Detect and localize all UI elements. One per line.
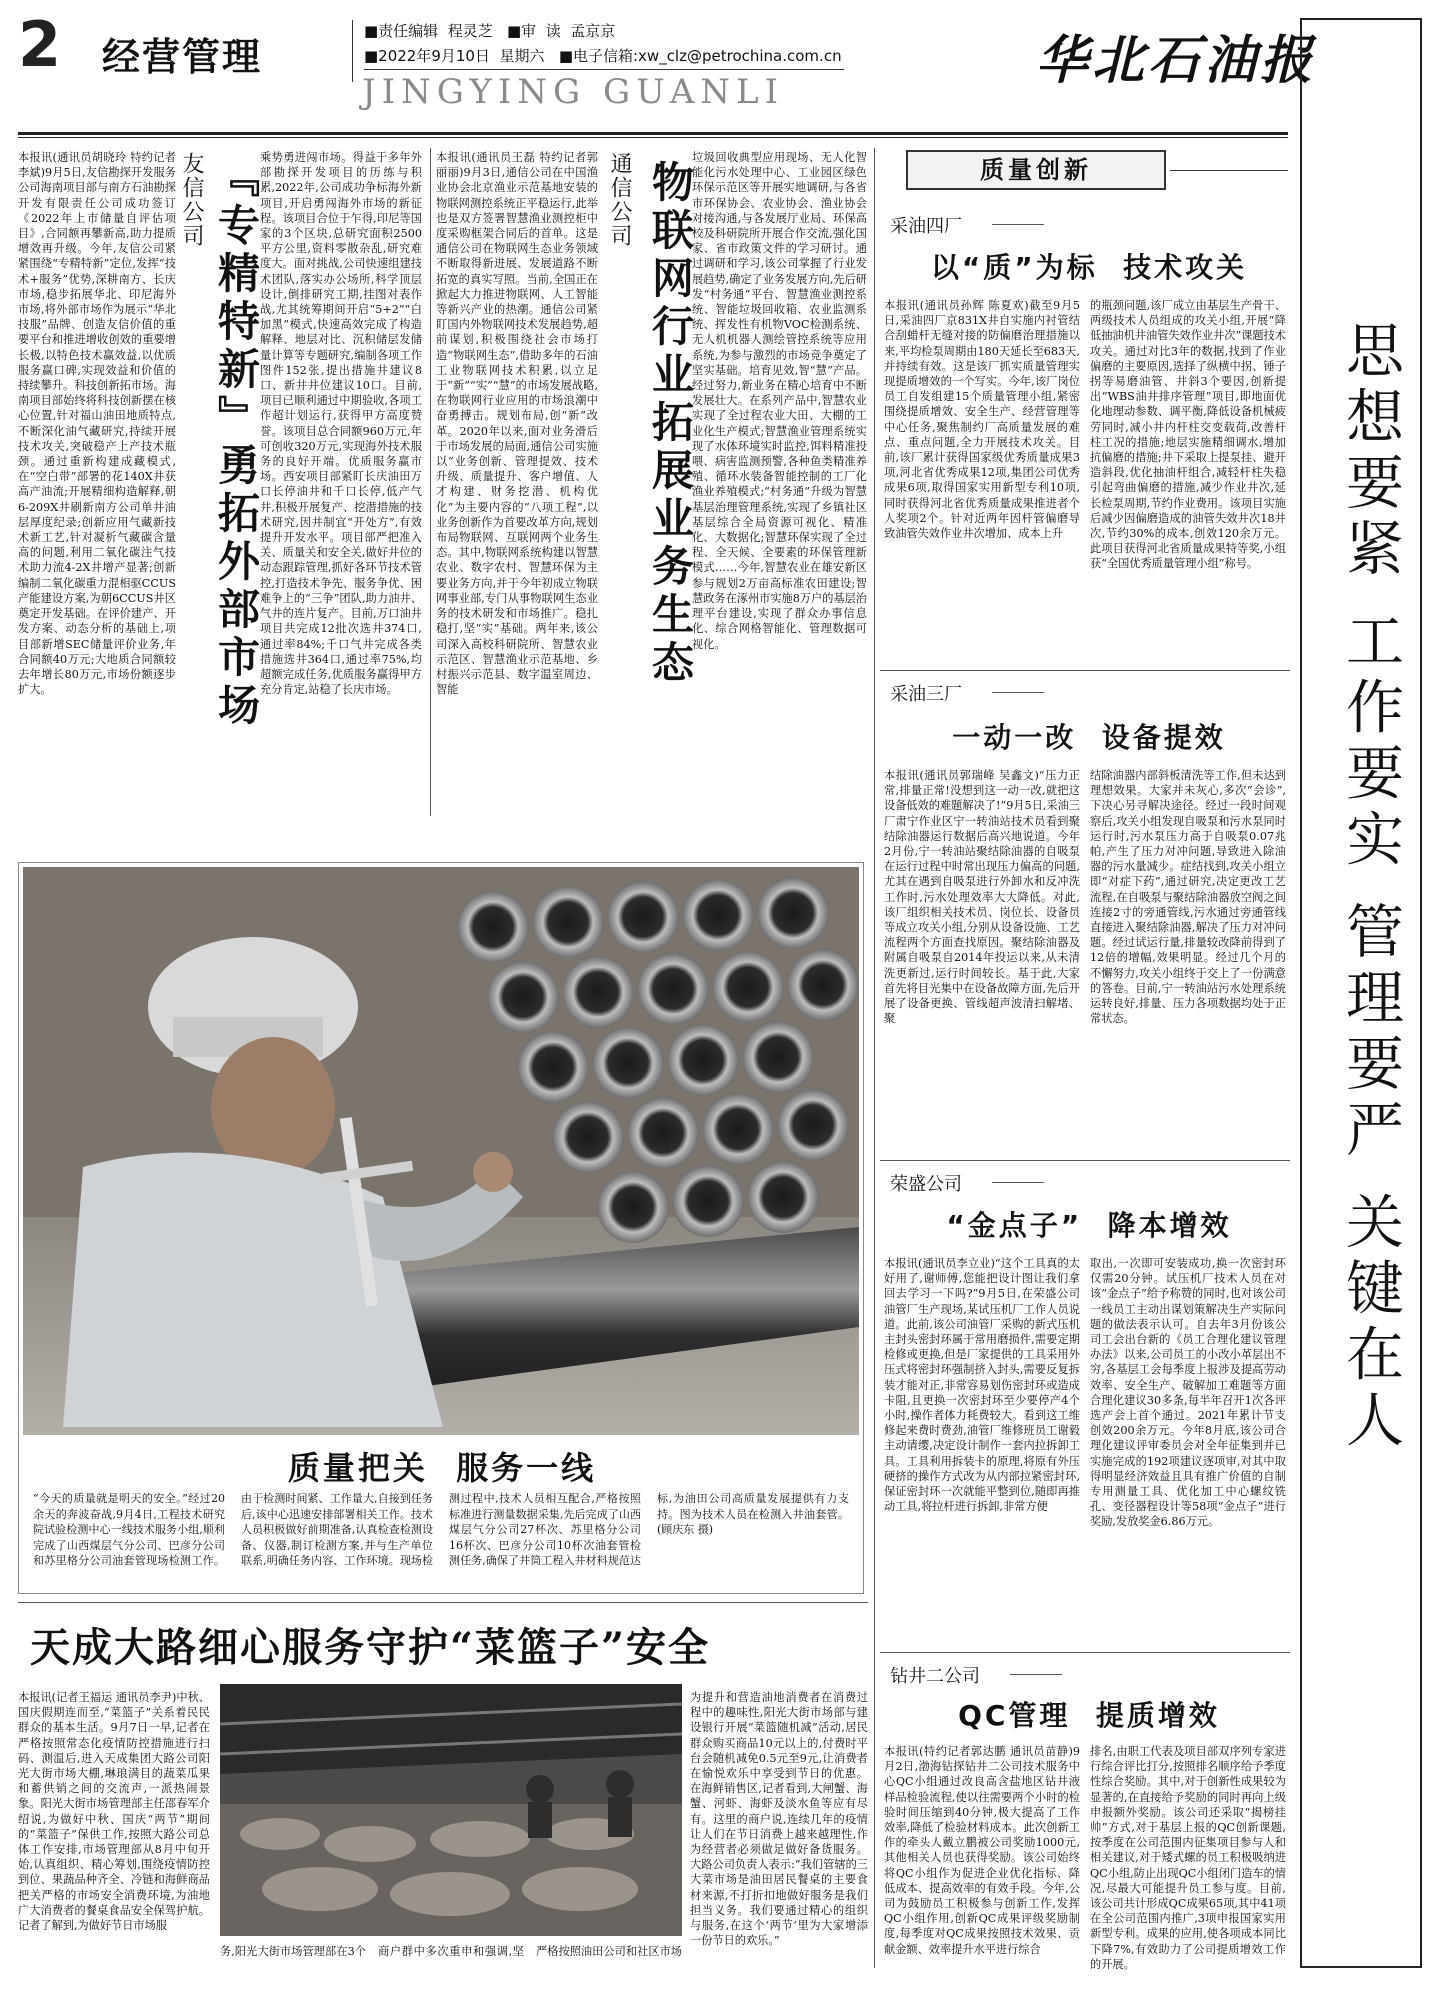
article2-col2: 垃圾回收典型应用现场、无人化智能化污水处理中心、工业园区绿色环保示范区等开展实地调研,与各省市环保协会、农业协会、渔业协会对接沟通,与各发展厅业局、环保高校及科研院所开展合作交流,强化国家、省市政策文件的学习研讨。通过调研和学习,该公司掌握了行业发展趋势,确定了业务发展方向,先后研发“村务通”平台、智慧渔业测控系统、智能垃圾回收箱、农业监测系统、挥发性有机物VOC检测系统、无人机机器人测绘管控系统等应用系统,为参与激烈的市场竞争奠定了坚实基础。培育见效,智“慧”产品。经过努力,新业务在精心培育中不断发展壮大。在系列产品中,智慧农业实现了全过程农业大田、大棚的工业化生产模式;智慧渔业管理系统实现了水体环境实时监控,饵料精准投喂、病害监测预警,各种鱼类精准养殖、循环水装备智能控制的工厂化渔业养殖模式;“村务通”升级为智慧基层治理管理系统,实现了乡镇社区基层综合全局资源可视化、精准化、大数据化;智慧环保实现了全过程、全天候、全要素的环保管理新模式……今年,智慧农业在雄安新区参与规划2万亩高标准农田建设;智慧政务在涿州市实施8万户的基层治理平台建设,实现了群众办事信息化、综合网格智能化、管理数据可视化。 bbox=[692, 151, 867, 651]
article3-headline: 天成大路细心服务守护“菜篮子”安全 bbox=[30, 1624, 711, 1671]
quality-banner bbox=[906, 150, 1166, 190]
unit2-headline: 一动一改 设备提效 bbox=[952, 721, 1226, 754]
article3-col2: 务,阳光大街市场管理部在3个商户群中多次重申和强调,坚严格按照油田公司和社区市场 bbox=[220, 1945, 682, 1958]
masthead-logo: 华北石油报 bbox=[1036, 30, 1317, 91]
unit4-headline: QC管理 提质增效 bbox=[958, 1699, 1220, 1732]
unit2-label: 采油三厂 bbox=[890, 684, 962, 705]
photo-caption-text: “今天的质量就是明天的安全。”经过20余天的奔波奋战,9月4日,工程技术研究院试验检测中心一线技术服务小组,顺利完成了山西煤层气分公司、巴彦分公司和苏里格分公司油套管现场检测工作。由于检测时间紧、工作量大,自接到任务后,该中心迅速安排部署相关工作。技术人员积极做好前期准备,认真检查检测设备、仪器,制订检测方案,并与生产单位联系,明确任务内容、工作环境。现场检测过程中,技术人员相互配合,严格按照标准进行测量数据采集,先后完成了山西煤层气分公司27杯次、苏里格分公司16杯次、巴彦分公司10杯次油套管检测任务,确保了井筒工程入井材料规范达标,为油田公司高质量发展提供有力支持。图为技术人员在检测入井油套管。(顾庆东 摄) bbox=[33, 1492, 849, 1567]
editor-line: ■责任编辑 程灵芝 ■审 读 孟京京 bbox=[364, 22, 616, 40]
unit1-label: 采油四厂 bbox=[890, 216, 962, 237]
article1-source: 友信公司 bbox=[179, 152, 204, 248]
article1-headline: 『专精特新』勇拓外部市场 bbox=[212, 155, 261, 731]
date-line: ■2022年9月10日 星期六 ■电子信箱:xw_clz@petrochina.com.cn bbox=[364, 47, 842, 65]
article2-headline: 物联网行业拓展业务生态 bbox=[646, 160, 695, 688]
photo-caption-title: 质量把关 服务一线 bbox=[287, 1449, 597, 1487]
photo-frame bbox=[18, 862, 864, 1594]
unit4-label: 钻井二公司 bbox=[890, 1666, 980, 1687]
article2-source: 通信公司 bbox=[607, 152, 632, 248]
unit1-col1: 本报讯(通讯员孙辉 陈夏欢)截至9月5日,采油四厂京831X井自实施内衬管结合刮蜡杆无缝对接的防偏磨治理措施以来,平均检泵周期由180天延长至683天,并持续有效。这是该厂抓实质量管理实现提质增效的一个写实。今年,该厂岗位员工自发组建15个质量管理小组,紧密围绕提质增效、安全生产、经营管理等中心任务,聚焦制约厂高质量发展的难点、重点问题,全力开展技术攻关。目前,该厂累计获得国家级优秀质量成果3项,河北省优秀成果12项,集团公司优秀成果6项,取得国家实用新型专利10项,同时获得河北省优秀质量成果推进者个人奖项2个。针对近两年因杆管偏磨导致油管失效作业井次增加、成本上升 bbox=[884, 299, 1080, 541]
unit1-headline: 以“质”为标 技术攻关 bbox=[930, 251, 1248, 284]
article1-col2: 乘势勇进闯市场。得益于多年外部勘探开发项目的历练与积累,2022年,公司成功争标海外新项目,开启勇闯海外市场的新征程。该项目合位于乍得,印尼等国家的3个区块,总研究面积2500平方公里,资料零散杂乱,研究难度大。面对挑战,公司快速组建技术团队,落实办公场所,科学顶层设计,倒排研究工期,挂图对表作战,尤其统筹期间开启“5+2”“白加黑”模式,快速高效完成了构造解释、地层对比、沉积储层发储量计算等专题研究,编制各项工作图件152张,提出措施井建议8口、新井井位建议10口。目前,项目已顺利通过中期验收,各项工作超计划运行,获得甲方高度赞誉。该项目总合同额960万元,年可创收320万元,实现海外技术服务的良好开端。优质服务赢市场。西安项目部紧盯长庆油田万口长停油井和千口长停,低产气井,积极开展复产、挖潜措施的技术研究,因井制宜“开处方”,有效提升开发水平。项目部严把准入关、质量关和安全关,做好井位的动态跟踪管理,抓好各环节技术管控,打造技术争先、服务争优、困难争上的“三争”团队,助力油井、气井的连片复产。目前,万口油井项目共完成12批次选井374口,通过率84%;千口气井完成各类措施选井364口,通过率75%,均超额完成任务,优质服务赢得甲方充分肯定,站稳了长庆市场。 bbox=[260, 151, 422, 697]
unit2-col2: 结除油器内部斜板清洗等工作,但未达到理想效果。大家并未灰心,多次“会诊”,下决心另寻解决途径。经过一段时间观察后,攻关小组发现自吸泵和污水泵同时运行时,污水泵压力高于自吸泵0.07兆帕,产生了压力对冲问题,导致进入除油器的污水量减少。症结找到,攻关小组立即“对症下药”,通过研究,决定更改工艺流程,在自吸泵与聚结除油器放空阀之间连接2寸的旁通管线,污水通过旁通管线直接进入聚结除油器,解决了压力对冲问题。经过试运行量,排量较改降前得到了12倍的增幅,效果明显。经过几个月的不懈努力,攻关小组终于交上了一份满意的答卷。目前,宁一转油站污水处理系统运转良好,排量、压力各项数据均处于正常状态。 bbox=[1090, 769, 1286, 1026]
page-number: 2 bbox=[18, 8, 62, 81]
unit4-col2: 排名,由职工代表及项目部双序列专家进行综合评比打分,按照排名顺序给予季度性综合奖励。其中,对于创新性成果较为显著的,在直接给予奖励的同时再向上级申报额外奖励。该公司还采取“揭榜挂帅”方式,对于基层上报的QC创新课题,按季度在公司范围内征集项目参与人和相关建议,对于矮式螺的员工积极吸纳进QC小组,防止出现QC小组闭门造车的情况,尽最大可能提升员工参与度。目前,该公司共计形成QC成果65项,其中41项在全公司范围内推广,3项申报国家实用新型专利。成果的应用,使各项成本同比下降7%,有效助力了公司提质增效工作的开展。 bbox=[1090, 1745, 1286, 1971]
article3-col1: 本报讯(记者王福运 通讯员李尹)中秋、国庆假期连而至,“菜篮子”关系着民民群众的基本生活。9月7日一早,记者在严格按照常态化疫情防控措施进行扫码、测温后,进入天成集团大路公司阳光大街市场大棚,琳琅满目的蔬菜瓜果和蓄供销之间的交流声,一派热闹景象。阳光大街市场管理部主任邵春军介绍说,为做好中秋、国庆“两节”期间的“菜篮子”保供工作,按照大路公司总体工作安排,市场管理部从8月中旬开始,认真组织、精心筹划,围绕疫情防控到位、果蔬品种齐全、冷链和海鲜商品把关严格的市场安全消费环境,为油地广大消费者的餐桌食品安全保驾护航。记者了解到,为做好节日市场服 bbox=[18, 1691, 210, 1933]
unit3-headline: “金点子” 降本增效 bbox=[946, 1209, 1232, 1242]
slogan-box bbox=[1300, 18, 1422, 1968]
section-pinyin: JINGYING GUANLI bbox=[362, 72, 785, 112]
article2-col1: 本报讯(通讯员王磊 特约记者郭丽丽)9月3日,通信公司在中国渔业协会北京渔业示范基地安装的物联网测控系统正平稳运行,此举也是双方签署智慧渔业测控柜中度采购框架合同后的首单。这是通信公司在物联网生态业务领域不断取得新进展、发展道路不断拓宽的真实写照。当前,全国正在掀起大力推进物联网、人工智能等新兴产业的热潮。通信公司紧盯国内外物联网技术发展趋势,超前谋划,积极围绕社会市场打造“物联网生态”,借助多年的石油工业物联网技术积累,以立足于“新”“实”“慧”的市场发展战略,在物联网行业应用的市场浪潮中奋勇搏击。规划布局,创“新”改革。2020年以来,面对业务滑后于市场发展的局面,通信公司实施以“业务创新、管理提效、技术升级、质量提升、客户增值、人才构建、财务挖潜、机构优化”为主要内容的“八项工程”,以业务创新作为首要改革方向,规划布局物联网、互联网两个业务生态。其中,物联网系统构建以智慧农业、数字农村、智慧环保为主要业务方向,并于今年初成立物联网事业部,专门从事物联网生态业务的技术研发和市场推广。稳扎稳打,坚“实”基础。两年来,该公司深入高校科研院所、智慧农业示范区、智慧渔业示范基地、乡村振兴示范县、数字温室周边、智能 bbox=[436, 151, 598, 697]
unit3-col1: 本报讯(通讯员李立业)“这个工具真的太好用了,谢师傅,您能把设计图让我们拿回去学习一下吗?”9月5日,在荣盛公司油管厂生产现场,某试压机厂工作人员说道。此前,该公司油管厂采购的新式压机主封头密封环属于常用磨损件,需要定期检修或更换,但是厂家提供的工具采用外压式将密封环强制挤入封头,需要反复拆装才能对正,非常容易划伤密封环或造成卡阻,且更换一次密封环至少要停产4个小时,操作者体力耗费较大。看到这工维修起来费时费劲,油管厂维修班员工谢毅主动请缨,决定设计制作一套内拉拆卸工具。工具利用拆装卡的原理,将原有外压硬挤的操作方式改为从内部拉紧密封环,保证密封环一次就能平整到位,随即再推动工具,将拉杆进行拆卸,非常方便 bbox=[884, 1257, 1080, 1514]
section-name: 经营管理 bbox=[102, 35, 263, 79]
slogan-text: 思想要紧 工作要实 管理要严 关键在人 bbox=[1336, 320, 1404, 1456]
unit3-col2: 取出,一次即可安装成功,换一次密封环仅需20分钟。试压机厂技术人员在对该“金点子”给予称赞的同时,也对该公司一线员工主动出谋划策解决生产实际问题的做法表示认可。自去年3月份该公司工会出台新的《员工合理化建议管理办法》以来,公司员工的小改小革层出不穷,各基层工会每季度上报涉及提高劳动效率、安全生产、破解加工难题等方面合理化建议30多条,每半年召开1次各评选产会上首个通过。2021年累计节支创效200余万元。今年8月底,该公司合理化建议评审委员会对全年征集到并已实施完成的192项建议逐项审,对其中取得明显经济效益且具有推广价值的自制专用测量工具、优化加工中心螺纹铣孔、变径器程设计等58项“金点子”进行奖励,发放奖金6.86万元。 bbox=[1090, 1257, 1286, 1529]
unit3-label: 荣盛公司 bbox=[890, 1174, 962, 1195]
quality-banner-text: 质量创新 bbox=[980, 156, 1092, 184]
article1-col1: 本报讯(通讯员胡晓玲 特约记者李斌)9月5日,友信勘探开发服务公司海南项目部与南方石油勘探开发有限责任公司成功签订《2022年上市储量自评估项目》,合同额再攀新高,助力提质增效再升级。今年,友信公司紧紧围绕“专精特新”定位,发挥“技术+服务”优势,深耕南方、长庆市场,稳步拓展华北、印尼海外市场,将外部市场作为展示“华北技服”品牌、创造友信价值的重要平台和推进增收创效的重要增长极,以特色技术赢效益,以优质服务赢口碑,实现效益和价值的持续攀升。科技创新拓市场。海南项目部始终将科技创新摆在核心位置,针对福山油田地质特点,不断深化油气藏研究,持续开展技术攻关,突破稳产上产技术瓶颈。通过重新构建成藏模式,在“空白带”部署的花140X井获高产油流;开展精细构造解释,朝6-209X井刷新南方公司单井油层厚度纪录;创新应用气藏新技术新工艺,针对凝析气藏碳含量高的问题,利用二氧化碳注气技术助力流4-2X井增产显著;创新编制二氧化碳重力混相驱CCUS产能建设方案,为朝6CCUS井区奠定开发基础。在评价建产、开发方案、动态分析的基础上,项目部新增SEC储量评价业务,年合同额40万元;大地质合同额较去年增长80万元,市场份额逐步扩大。 bbox=[18, 151, 176, 697]
inspection-photo bbox=[23, 867, 859, 1435]
unit4-col1: 本报讯(特约记者郭达鹏 通讯员苗静)9月2日,渤海钻探钻井二公司技术服务中心QC小组通过改良高含盐地区钻井液样品检验流程,使以往需要两个小时的检验时间压缩到40分钟,极大提高了工作效率,降低了检验材料成本。此次创新工作的牵头人戴立鹏被公司奖励1000元,其他相关人员也获得奖励。该公司始终将QC小组作为促进企业优化指标、降低成本、提高效率的有效手段。今年,公司为鼓励员工积极参与创新工作,发挥QC小组作用,创新QC成果评级奖励制度,每季度对QC成果按照技术效果、贡献金额、效率提升水平进行综合 bbox=[884, 1745, 1080, 1956]
unit2-col1: 本报讯(通讯员郭瑞峰 吴鑫文)“压力正常,排量正常!没想到这一动一改,就把这设备低效的难题解决了!”9月5日,采油三厂肃宁作业区宁一转油站技术员看到聚结除油器运行数据后高兴地说道。今年2月份,宁一转油站聚结除油器的自吸泵在运行过程中时常出现压力偏高的问题,尤其在遇到自吸泵进行外卸水和反冲洗工作时,污水处理效率大大降低。对此,该厂组织相关技术员、岗位长、设备员等成立攻关小组,分别从设备设施、工艺流程两个方面查找原因。聚结除油器及附属自吸泵自2014年投运以来,从未清洗更新过,运行时间较长。基于此,大家首先将目光集中在设备故障方面,先后开展了设备更换、管线超声波清扫解堵、聚 bbox=[884, 769, 1080, 1026]
article3-col3: 为提升和营造油地消费者在消费过程中的趣味性,阳光大街市场部与建设银行开展“菜篮随机减”活动,居民群众购买商品10元以上的,付费时平台会随机减免0.5元至9元,让消费者在愉悦欢乐中享受到节日的优惠。在海鲜销售区,记者看到,大闸蟹、海蟹、河虾、海虾及淡水鱼等应有尽有。这里的商户说,连续几年的疫情让人们在节日消费上越来越理性,作为经营者必须做足做好备货服务。大路公司负责人表示:“我们管辖的三大菜市场是油田居民餐桌的主要食材来源,不打折扣地做好服务是我们担当义务。我们要通过精心的组织与服务,在这个‘两节’里为大家增添一份节日的欢乐。” bbox=[690, 1691, 868, 1948]
market-photo bbox=[220, 1684, 682, 1936]
unit1-col2: 的瓶颈问题,该厂成立由基层生产骨干、两级技术人员组成的攻关小组,开展“降低抽油机井油管失效作业井次”课题技术攻关。通过对比3年的数据,找到了作业偏磨的主要原因,选择了纵横中拐、锤子拐等易磨油管、井斜3个要因,创新提出“WBS油井排序管理”项目,即地面优化地理动参数、调平衡,降低设备机械疲劳同时,减小井内杆柱交变载荷,改善杆柱工况的措施;地层实施精细调水,增加抗偏磨的措施;井下采取上提泵挂、避开造斜段,优化抽油杆组合,减轻杆柱失稳引起弯曲偏磨的措施,减少作业井次,延长检泵周期,节约作业费用。该项目实施后减少因偏磨造成的油管失效井次18井次,节约30%的成本,创效120余万元。此项目获得河北省质量成果特等奖,小组获“全国优秀质量管理小组”称号。 bbox=[1090, 299, 1286, 571]
